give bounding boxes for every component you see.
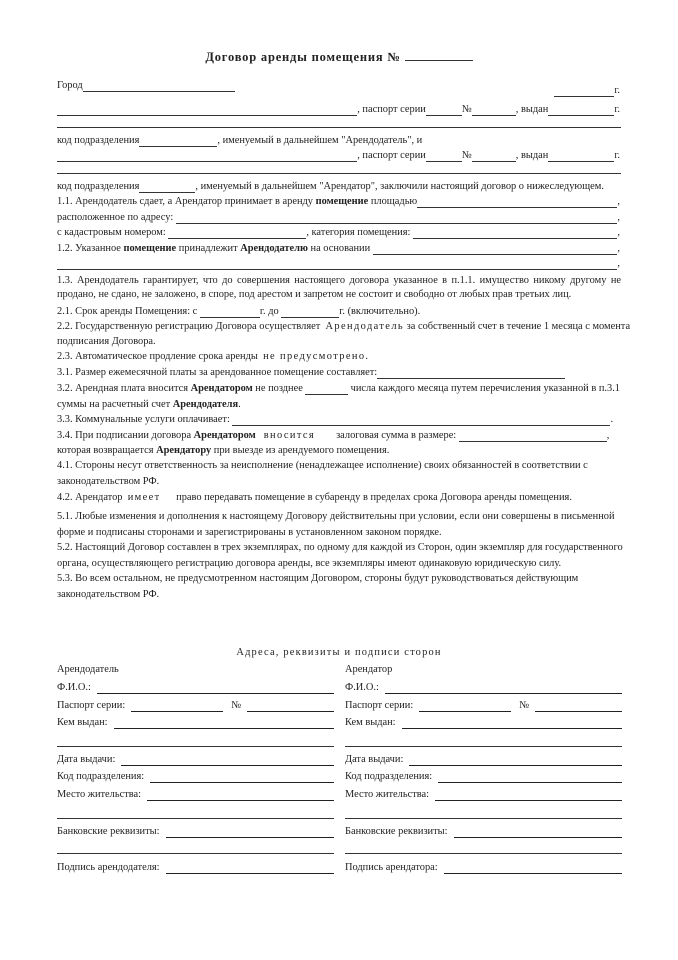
clause-1-1: 1.1. Арендодатель сдает, а Арендатор принимает в аренду помещение площадью ,	[57, 196, 620, 207]
clause-3-2-cont: суммы на расчетный счет Арендодателя .	[57, 399, 241, 410]
tenant-bank-line2[interactable]	[345, 853, 622, 854]
landlord-bank-line2[interactable]	[57, 853, 334, 854]
tenant-passport-number-field[interactable]	[472, 151, 516, 162]
landlord-bank-field[interactable]	[166, 827, 334, 838]
landlord-code-row: код подразделения , именуемый в дальнейшем "Арендодатель", и	[57, 135, 423, 146]
tenant-issue-date-field[interactable]	[409, 755, 622, 766]
landlord-passport-number-field[interactable]	[472, 105, 516, 116]
clause-3-3: 3.3. Коммунальные услуги оплачивает: .	[57, 414, 614, 425]
clause-5-1: 5.1. Любые изменения и дополнения к настоящему Договору действительны при условии, если они совершены в письменной	[57, 511, 615, 522]
page-title: Договор аренды помещения №	[0, 50, 678, 65]
start-date-field[interactable]	[200, 307, 260, 318]
tenant-signature-field[interactable]	[444, 863, 622, 874]
tenant-code-row: код подразделения , именуемый в дальнейшем "Арендатор", заключили настоящий договор о нижеследующем.	[57, 181, 604, 192]
tenant-code-field[interactable]	[139, 182, 195, 193]
clause-5-3: 5.3. Во всем остальном, не предусмотренном настоящим Договором, стороны будут руководствоваться действующим	[57, 573, 579, 584]
landlord-issued-by-line2[interactable]	[57, 746, 334, 747]
tenant-residence-field[interactable]	[435, 790, 622, 801]
landlord-issued-by-field[interactable]	[114, 718, 334, 729]
landlord-title: Арендодатель	[57, 664, 119, 675]
tenant-title: Арендатор	[345, 664, 393, 675]
cadastral-field[interactable]	[168, 228, 306, 239]
area-field[interactable]	[417, 197, 617, 208]
clause-5-1-cont: форме и подписаны сторонами и зарегистрированы в установленном законом порядке.	[57, 527, 442, 538]
clause-2-2: 2.2. Государственную регистрацию Договора осуществляет Арендодатель за собственный счет в течение 1 месяца с момента	[57, 321, 631, 332]
clause-1-1-cadastral: с кадастровым номером: , категория помещения: ,	[57, 227, 620, 238]
landlord-row: , паспорт серии № , выдан г.	[57, 104, 620, 116]
clause-5-2-cont: органа, осуществляющего регистрацию договора аренды, все экземпляры имеют одинаковую юридическую силу.	[57, 558, 562, 569]
signatures-heading: Адреса, реквизиты и подписи сторон	[236, 647, 442, 658]
tenant-passport-series-field[interactable]	[426, 151, 462, 162]
landlord-extra-line[interactable]	[57, 127, 621, 128]
city-row: Город	[57, 80, 620, 92]
date-field[interactable]	[554, 86, 614, 97]
date-row: г.	[57, 85, 620, 97]
basis-field[interactable]	[373, 244, 618, 255]
clause-4-1-cont: законодательством РФ.	[57, 476, 160, 487]
deposit-field[interactable]	[459, 431, 607, 442]
tenant-issued-by-line2[interactable]	[345, 746, 622, 747]
clause-2-1: 2.1. Срок аренды Помещения: с г. до г. (включительно).	[57, 306, 421, 317]
payment-day-field[interactable]	[305, 384, 348, 395]
landlord-residence-field[interactable]	[147, 790, 334, 801]
basis-extra-field[interactable]	[57, 259, 617, 270]
contract-number-field[interactable]	[405, 50, 473, 61]
clause-2-2-cont: подписания Договора.	[57, 336, 156, 347]
clause-1-1-address: расположенное по адресу: ,	[57, 212, 620, 223]
tenant-issued-field[interactable]	[548, 151, 614, 162]
clause-3-2: 3.2. Арендная плата вносится Арендатором не позднее числа каждого месяца путем перечисления указанной в п.3.1	[57, 383, 620, 394]
landlord-series-field[interactable]	[131, 701, 223, 712]
tenant-issued-by-field[interactable]	[402, 718, 622, 729]
rent-amount-field[interactable]	[377, 368, 565, 379]
clause-3-4: 3.4. При подписании договора Арендатором вносится залоговая сумма в размере: ,	[57, 430, 610, 441]
clause-3-1: 3.1. Размер ежемесячной платы за арендованное помещение составляет:	[57, 367, 620, 379]
landlord-signature-field[interactable]	[166, 863, 334, 874]
landlord-number-field[interactable]	[247, 701, 334, 712]
end-date-field[interactable]	[281, 307, 339, 318]
clause-4-2: 4.2. Арендатор имеет право передавать помещение в субаренду в пределах срока Договора аренды помещения.	[57, 492, 572, 503]
landlord-issue-date-field[interactable]	[121, 755, 334, 766]
tenant-fio-field[interactable]	[385, 683, 622, 694]
landlord-passport-series-field[interactable]	[426, 105, 462, 116]
tenant-row: , паспорт серии № , выдан г.	[57, 150, 620, 162]
clause-5-3-cont: законодательством РФ.	[57, 589, 160, 600]
tenant-extra-line[interactable]	[57, 173, 621, 174]
category-field[interactable]	[413, 228, 617, 239]
landlord-issued-field[interactable]	[548, 105, 614, 116]
tenant-bank-field[interactable]	[454, 827, 622, 838]
clause-2-3: 2.3. Автоматическое продление срока аренды не предусмотрено.	[57, 351, 370, 362]
tenant-residence-line2[interactable]	[345, 818, 622, 819]
clause-1-2: 1.2. Указанное помещение принадлежит Арендодателю на основании ,	[57, 243, 620, 254]
tenant-code-field[interactable]	[438, 772, 622, 783]
tenant-number-field[interactable]	[535, 701, 622, 712]
utilities-payer-field[interactable]	[232, 415, 610, 426]
clause-1-2-cont: ,	[57, 258, 620, 270]
clause-5-2: 5.2. Настоящий Договор составлен в трех экземплярах, по одному для каждой из Сторон, один экземпляр для государственного	[57, 542, 623, 553]
landlord-fio-field[interactable]	[97, 683, 334, 694]
clause-1-3: 1.3. Арендодатель гарантирует, что до совершения настоящего договора указанное в п.1.1. имущество никому другому не продано, не сдано, не заложено, в споре, под арестом и запретом не состоит и свободно от любых прав третьих лиц.	[57, 275, 621, 300]
landlord-code-field[interactable]	[139, 136, 217, 147]
tenant-name-field[interactable]	[57, 151, 357, 162]
landlord-residence-line2[interactable]	[57, 818, 334, 819]
clause-3-4-cont: которая возвращается Арендатору при выезде из арендуемого помещения.	[57, 445, 390, 456]
landlord-code-field[interactable]	[150, 772, 334, 783]
landlord-name-field[interactable]	[57, 105, 357, 116]
clause-4-1: 4.1. Стороны несут ответственность за неисполнение (ненадлежащее исполнение) своих обязанностей в соответствии с	[57, 460, 588, 471]
tenant-series-field[interactable]	[419, 701, 511, 712]
address-field[interactable]	[176, 213, 618, 224]
